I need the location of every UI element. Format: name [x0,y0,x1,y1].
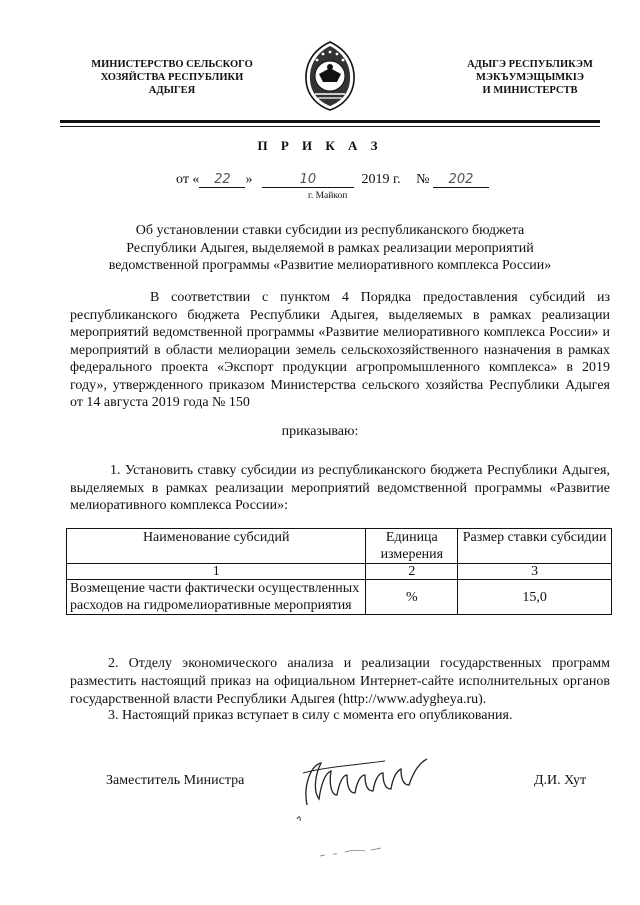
header-left-line: ХОЗЯЙСТВА РЕСПУБЛИКИ [100,72,244,83]
table-cell-subsidy-name: Возмещение части фактически осуществленных расходов на гидромелиоративные мероприятия [67,580,366,615]
order-number: 202 [433,172,489,188]
item-1-paragraph: 1. Установить ставку субсидии из республиканского бюджета Республики Адыгея, выделяемых в рамках реализации мероприятий ведомственной программы «Развитие мелиоративного комплекса России»: [70,463,610,513]
order-subject [80,222,580,275]
order-date-line [176,172,489,188]
table-header-row [67,529,612,564]
mark-icon [315,842,395,862]
item-3-paragraph: 3. Настоящий приказ вступает в силу с момента его опубликования. [108,708,513,723]
subject-line: Об установлении ставки субсидии из республиканского бюджета [135,223,525,238]
signatory-name: Д.И. Хут [534,773,587,788]
header-left-line: МИНИСТЕРСТВО СЕЛЬСКОГО [91,59,253,70]
subject-line: ведомственной программы «Развитие мелиоративного комплекса России» [108,258,552,273]
header-right-line: АДЫГЭ РЕСПУБЛИКЭМ [467,59,593,70]
header-divider [60,120,600,123]
date-prefix: от « [176,172,200,187]
preamble-paragraph: В соответствии с пунктом 4 Порядка предоставления субсидий из республиканского бюджета Республики Адыгея, выделяемых в рамках реализации мероприятий ведомственной программы «Развитие мелиоративного комплекса России» и мероприятий в области мелиорации земель сельскохозяйственного назначения в рамках федерального проекта «Экспорт продукции агропромышленного комплекса» в 2019 году», утвержденного приказом Министерства сельского хозяйства Республики Адыгея от 14 августа 2019 года № 150 [70,290,610,410]
table-cell-rate: 15,0 [458,580,612,615]
date-day: 22 [199,172,245,188]
subject-line: Республики Адыгея, выделяемой в рамках реализации мероприятий [126,240,534,256]
item-2-paragraph: 2. Отделу экономического анализа и реализации государственных программ разместить настоящий приказ на официальном Интернет-сайте исполнительных органов государственной власти Республики Адыгея (http://www.adygheya.ru). [70,656,610,707]
subsidy-table [66,528,612,615]
date-quote: » [245,172,253,187]
date-year: 2019 г. [361,172,401,187]
header-right-line: МЭКЪУМЭЩЫМКIЭ [476,72,584,83]
signatory-position: Заместитель Министра [106,773,245,788]
table-row [67,580,612,615]
ministry-name-adyghe [430,58,630,97]
header-divider-thin [60,126,600,127]
date-month: 10 [262,172,354,188]
city: г. Майкоп [308,191,348,201]
emblem-icon [299,40,361,112]
table-number-cell: 1 [67,564,366,580]
table-header-cell: Наименование субсидий [67,529,366,564]
ministry-name-russian [72,58,272,97]
table-number-row [67,564,612,580]
signature-icon [285,745,445,825]
header-right-line: И МИНИСТЕРСТВ [482,85,578,96]
table-header-cell: Единица измерения [366,529,458,564]
order-word: приказываю: [281,424,359,439]
order-number-label: № [416,172,430,187]
header-left-line: АДЫГЕЯ [148,85,196,96]
table-header-cell: Размер ставки субсидии [458,529,612,564]
table-cell-unit: % [366,580,458,615]
table-number-cell: 2 [366,564,458,580]
document-title: П Р И К А З [257,138,383,153]
table-number-cell: 3 [458,564,612,580]
